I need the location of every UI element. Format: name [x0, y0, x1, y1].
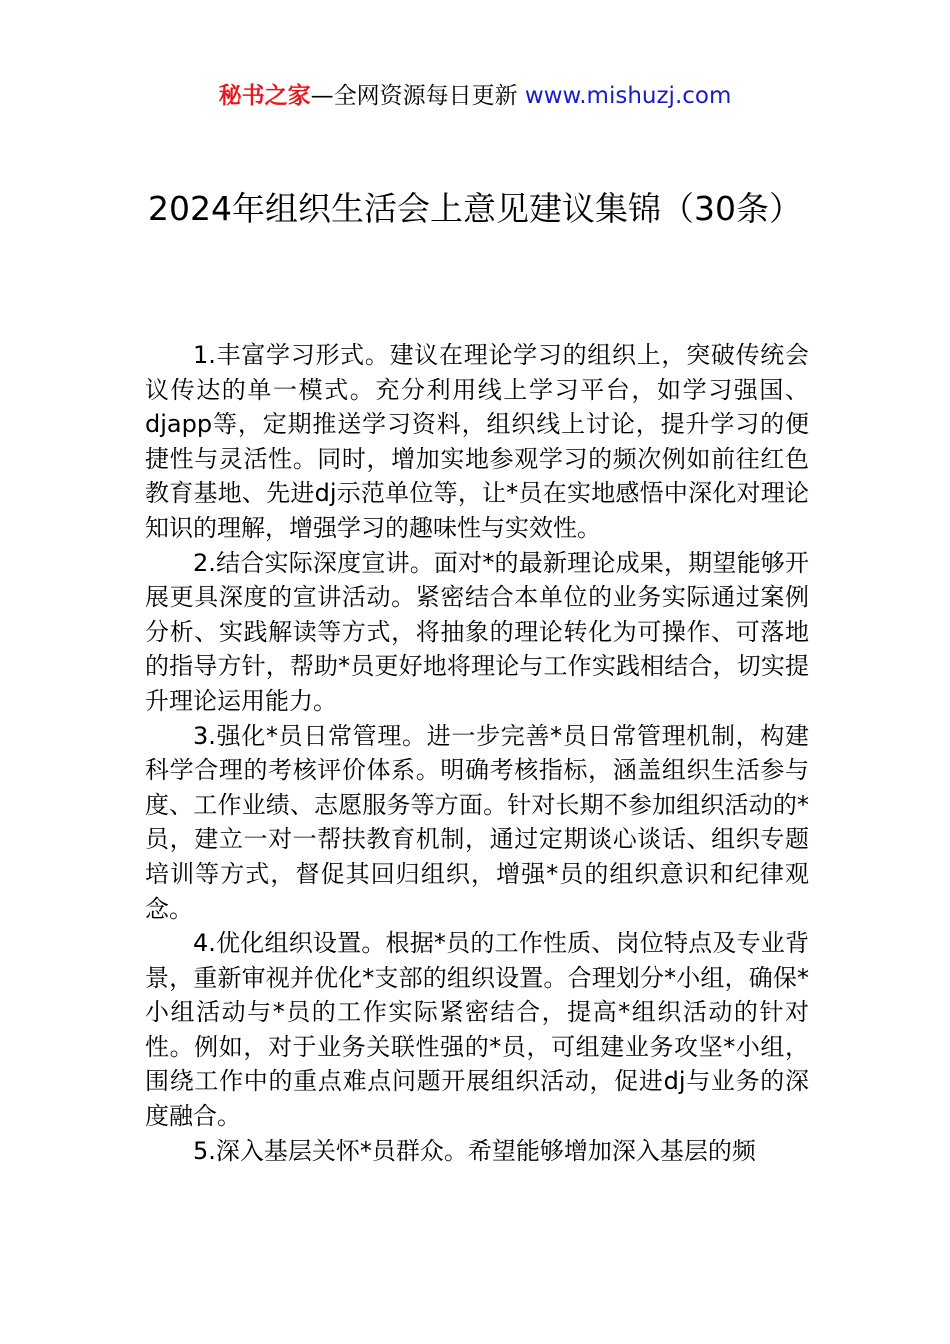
paragraph-3: 3.强化*员日常管理。进一步完善*员日常管理机制，构建科学合理的考核评价体系。明确考核指标，涵盖组织生活参与度、工作业绩、志愿服务等方面。针对长期不参加组织活动的*员，建立一对一帮扶教育机制，通过定期谈心谈话、组织专题培训等方式，督促其回归组织，增强*员的组织意识和纪律观念。	[145, 721, 809, 923]
brand-name: 秘书之家	[218, 83, 311, 109]
document-body	[145, 338, 809, 1168]
site-url-link[interactable]: www.mishuzj.com	[524, 83, 732, 109]
site-header	[0, 80, 950, 112]
paragraph-5: 5.深入基层关怀*员群众。希望能够增加深入基层的频	[193, 1136, 756, 1165]
paragraph-1: 1.丰富学习形式。建议在理论学习的组织上，突破传统会议传达的单一模式。充分利用线上学习平台，如学习强国、djapp等，定期推送学习资料，组织线上讨论，提升学习的便捷性与灵活性。同时，增加实地参观学习的频次例如前往红色教育基地、先进dj示范单位等，让*员在实地感悟中深化对理论知识的理解，增强学习的趣味性与实效性。	[145, 341, 809, 542]
paragraph-4: 4.优化组织设置。根据*员的工作性质、岗位特点及专业背景，重新审视并优化*支部的组织设置。合理划分*小组，确保*小组活动与*员的工作实际紧密结合，提高*组织活动的针对性。例如，对于业务关联性强的*员，可组建业务攻坚*小组，围绕工作中的重点难点问题开展组织活动，促进dj与业务的深度融合。	[145, 929, 809, 1131]
document-title: 2024年组织生活会上意见建议集锦（30条）	[148, 189, 802, 228]
header-tagline: —全网资源每日更新	[310, 83, 518, 109]
paragraph-2: 2.结合实际深度宣讲。面对*的最新理论成果，期望能够开展更具深度的宣讲活动。紧密结合本单位的业务实际通过案例分析、实践解读等方式，将抽象的理论转化为可操作、可落地的指导方针，帮助*员更好地将理论与工作实践相结合，切实提升理论运用能力。	[145, 548, 809, 715]
